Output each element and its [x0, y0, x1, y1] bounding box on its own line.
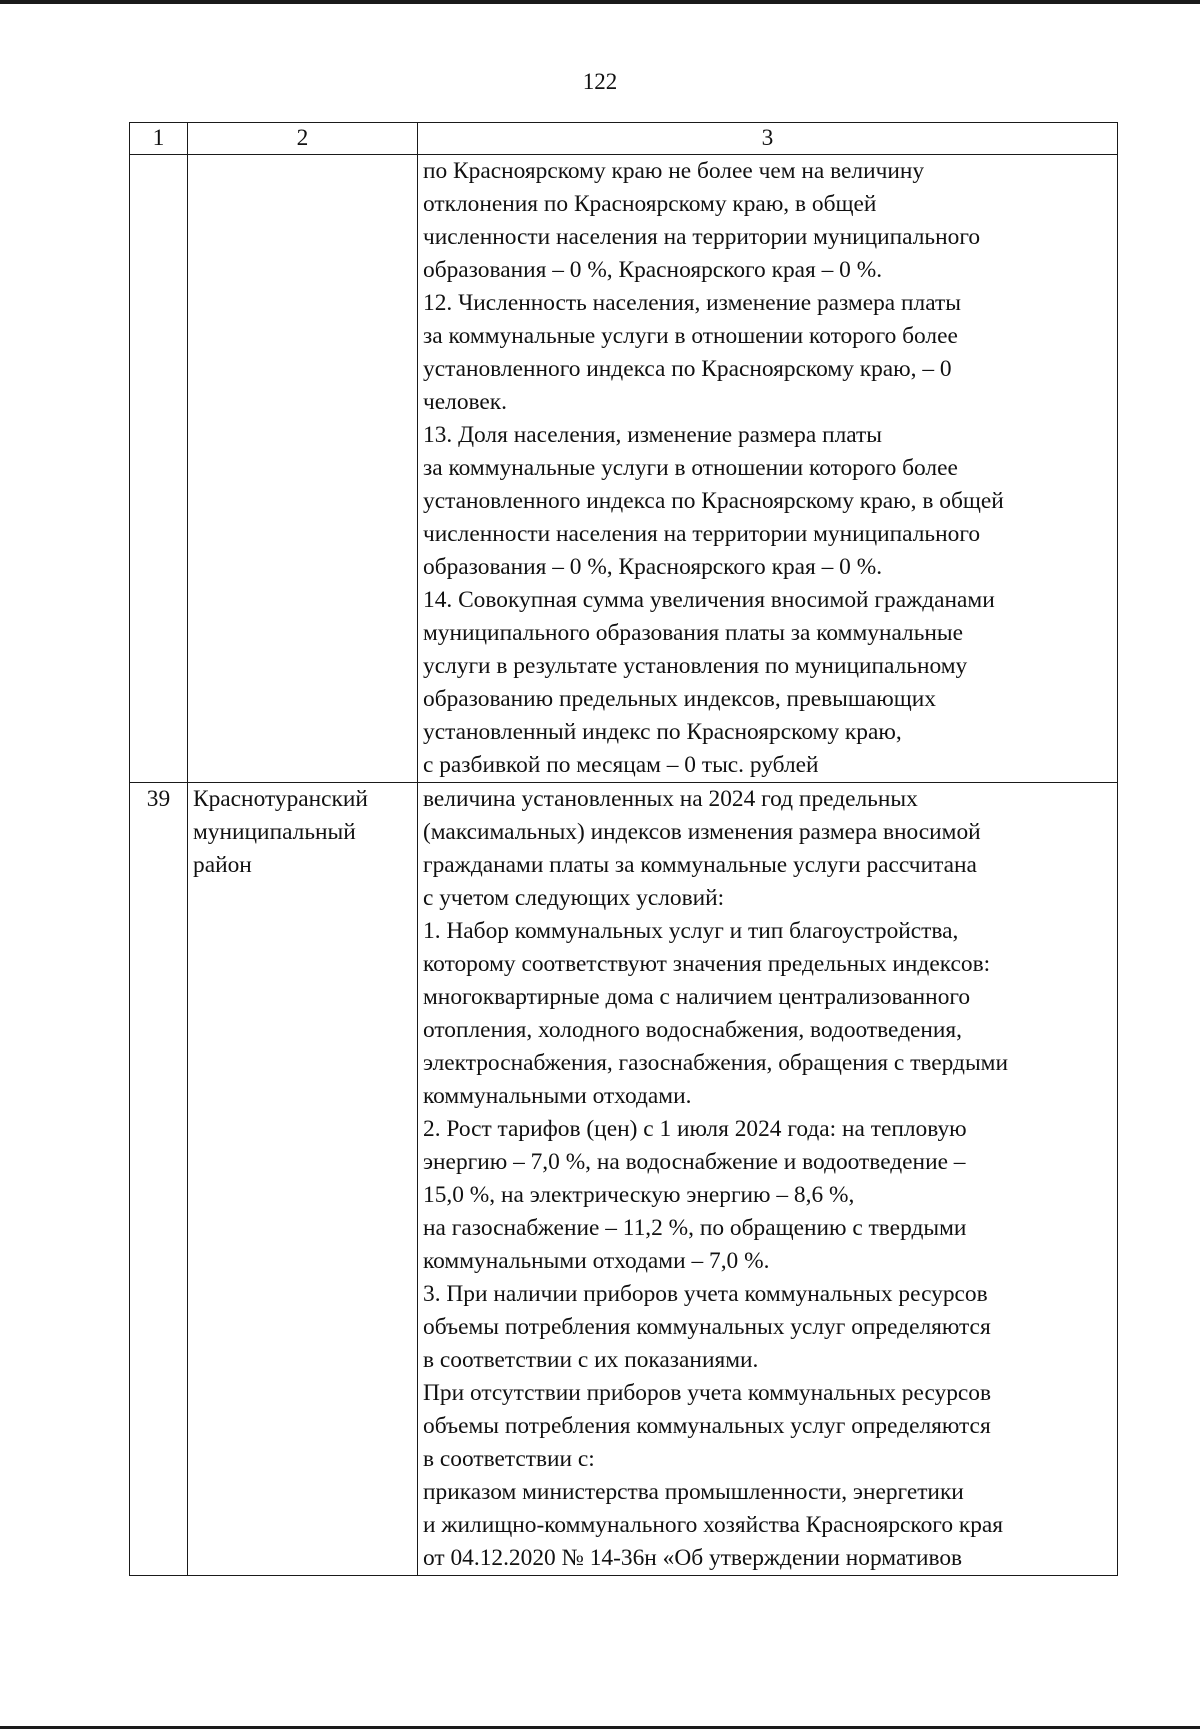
text-line: за коммунальные услуги в отношении которого более: [423, 455, 958, 481]
text-line: энергию – 7,0 %, на водоснабжение и водоотведение –: [423, 1149, 966, 1175]
text-line: установленного индекса по Красноярскому краю, – 0: [423, 356, 952, 382]
text-line: услуги в результате установления по муниципальному: [423, 653, 968, 679]
text-line: (максимальных) индексов изменения размера вносимой: [423, 819, 981, 845]
text-line: образованию предельных индексов, превышающих: [423, 686, 936, 712]
text-line: многоквартирные дома с наличием централизованного: [423, 984, 971, 1010]
text-line: коммунальными отходами.: [423, 1083, 692, 1109]
page-number: 122: [582, 69, 618, 94]
text-line: 1. Набор коммунальных услуг и тип благоустройства,: [423, 918, 959, 944]
municipality-name-cell: [188, 155, 418, 783]
text-line: с учетом следующих условий:: [423, 885, 725, 911]
text-line: объемы потребления коммунальных услуг определяются: [423, 1314, 991, 1340]
text-line: коммунальными отходами – 7,0 %.: [423, 1248, 770, 1274]
text-line: гражданами платы за коммунальные услуги рассчитана: [423, 852, 977, 878]
text-line: 2. Рост тарифов (цен) с 1 июля 2024 года: на тепловую: [423, 1116, 967, 1142]
text-line: муниципального образования платы за коммунальные: [423, 620, 964, 646]
text-line: электроснабжения, газоснабжения, обращения с твердыми: [423, 1050, 1008, 1076]
text-line: образования – 0 %, Красноярского края – 0 %.: [423, 257, 883, 283]
text-line: в соответствии с их показаниями.: [423, 1347, 759, 1373]
text-line: численности населения на территории муниципального: [423, 224, 981, 250]
text-line: 15,0 %, на электрическую энергию – 8,6 %,: [423, 1182, 855, 1208]
text-line: 14. Совокупная сумма увеличения вносимой гражданами: [423, 587, 995, 613]
text-line: объемы потребления коммунальных услуг определяются: [423, 1413, 991, 1439]
text-line: 12. Численность населения, изменение размера платы: [423, 290, 961, 316]
text-line: приказом министерства промышленности, энергетики: [423, 1479, 964, 1505]
municipality-name-cell: [188, 783, 418, 1576]
name-line: район: [193, 852, 252, 878]
text-line: установленный индекс по Красноярскому краю,: [423, 719, 902, 745]
table-row-39: [130, 783, 1118, 1576]
row-number-cell: [130, 155, 188, 783]
text-line: 13. Доля населения, изменение размера платы: [423, 422, 882, 448]
text-line: установленного индекса по Красноярскому краю, в общей: [423, 488, 1004, 514]
column-header-2: 2: [188, 123, 418, 155]
text-line: которому соответствуют значения предельных индексов:: [423, 951, 991, 977]
text-line: с разбивкой по месяцам – 0 тыс. рублей: [423, 752, 819, 778]
text-line: отклонения по Красноярскому краю, в общей: [423, 191, 877, 217]
scan-edge-top: [0, 0, 1200, 4]
text-line: за коммунальные услуги в отношении которого более: [423, 323, 958, 349]
text-line: численности населения на территории муниципального: [423, 521, 981, 547]
text-line: в соответствии с:: [423, 1446, 595, 1472]
column-header-3: 3: [418, 123, 1118, 155]
name-line: Краснотуранский: [193, 786, 368, 812]
table-header-row: [130, 123, 1118, 155]
text-line: от 04.12.2020 № 14-36н «Об утверждении нормативов: [423, 1545, 963, 1571]
text-line: 3. При наличии приборов учета коммунальных ресурсов: [423, 1281, 988, 1307]
text-line: по Красноярскому краю не более чем на величину: [423, 158, 925, 184]
conditions-text-cell: [418, 155, 1118, 783]
text-line: и жилищно-коммунального хозяйства Красноярского края: [423, 1512, 1004, 1538]
name-line: муниципальный: [193, 819, 356, 845]
row-number-cell: 39: [130, 783, 188, 1576]
text-line: величина установленных на 2024 год предельных: [423, 786, 918, 812]
conditions-text-cell: [418, 783, 1118, 1576]
text-line: человек.: [423, 389, 508, 415]
text-line: на газоснабжение – 11,2 %, по обращению с твердыми: [423, 1215, 967, 1241]
column-header-1: 1: [130, 123, 188, 155]
text-line: При отсутствии приборов учета коммунальных ресурсов: [423, 1380, 992, 1406]
table-row-continuation: [130, 155, 1118, 783]
text-line: отопления, холодного водоснабжения, водоотведения,: [423, 1017, 963, 1043]
document-table: [129, 122, 1118, 1576]
text-line: образования – 0 %, Красноярского края – 0 %.: [423, 554, 883, 580]
